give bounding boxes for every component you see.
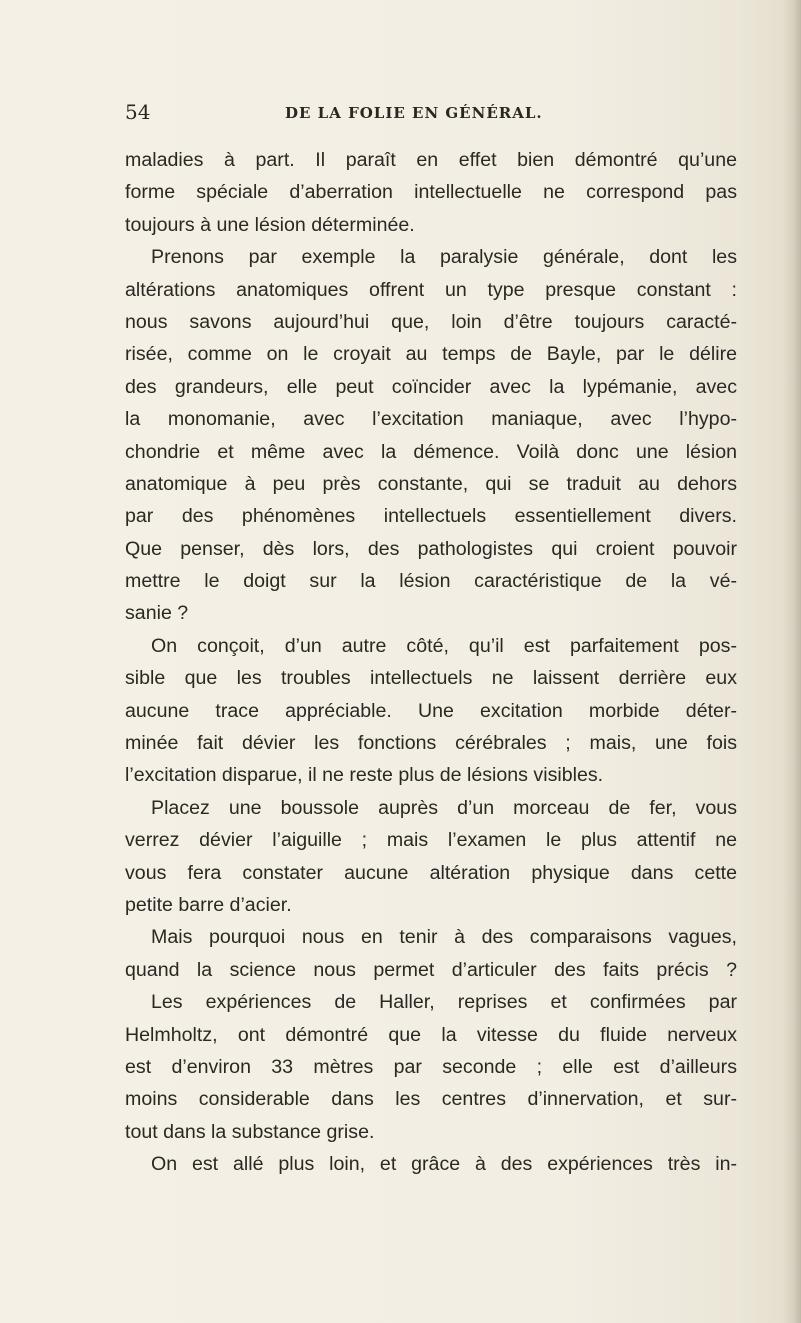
text-line: vous fera constater aucune altération physique dans cette [125, 861, 737, 884]
text-line: sanie ? [125, 602, 189, 625]
text-line: toujours à une lésion déterminée. [125, 213, 415, 236]
text-line: par des phénomènes intellectuels essentiellement divers. [125, 505, 737, 528]
text-line: aucune trace appréciable. Une excitation morbide déter- [125, 699, 737, 722]
text-line: Placez une boussole auprès d’un morceau de fer, vous [151, 796, 737, 819]
text-line: des grandeurs, elle peut coïncider avec la lypémanie, avec [125, 375, 737, 398]
running-title: DE LA FOLIE EN GÉNÉRAL. [285, 104, 543, 122]
text-line: chondrie et même avec la démence. Voilà donc une lésion [125, 440, 737, 463]
text-line: sible que les troubles intellectuels ne laissent derrière eux [125, 667, 737, 690]
running-header [125, 100, 745, 130]
text-line: risée, comme on le croyait au temps de Bayle, par le délire [125, 343, 737, 366]
text-line: nous savons aujourd’hui que, loin d’être toujours caracté- [125, 310, 737, 333]
text-line: On est allé plus loin, et grâce à des expériences très in- [151, 1153, 737, 1176]
text-line: maladies à part. Il paraît en effet bien démontré qu’une [125, 149, 737, 171]
text-line: anatomique à peu près constante, qui se traduit au dehors [125, 472, 737, 495]
text-line: petite barre d’acier. [125, 893, 292, 916]
text-line: tout dans la substance grise. [125, 1120, 375, 1143]
text-line: verrez dévier l’aiguille ; mais l’examen le plus attentif ne [125, 829, 737, 852]
text-line: altérations anatomiques offrent un type presque constant : [125, 278, 737, 301]
text-line: minée fait dévier les fonctions cérébrales ; mais, une fois [125, 732, 737, 755]
page-number: 54 [125, 100, 151, 124]
body-text [125, 144, 737, 1181]
text-line: la monomanie, avec l’excitation maniaque, avec l’hypo- [125, 408, 737, 431]
text-line: Helmholtz, ont démontré que la vitesse du fluide nerveux [125, 1023, 737, 1046]
text-line: est d’environ 33 mètres par seconde ; elle est d’ailleurs [125, 1055, 737, 1078]
text-line: On conçoit, d’un autre côté, qu’il est parfaitement pos- [151, 634, 737, 657]
page-edge-shadow [783, 0, 801, 1323]
text-line: Les expériences de Haller, reprises et confirmées par [151, 991, 737, 1014]
text-line: mettre le doigt sur la lésion caractéristique de la vé- [125, 570, 737, 593]
text-line: Prenons par exemple la paralysie générale, dont les [151, 246, 737, 269]
text-line: l’excitation disparue, il ne reste plus de lésions visibles. [125, 764, 604, 787]
text-line: forme spéciale d’aberration intellectuelle ne correspond pas [125, 181, 737, 204]
text-line: Que penser, dès lors, des pathologistes qui croient pouvoir [125, 537, 737, 560]
text-line: quand la science nous permet d’articuler des faits précis ? [125, 958, 737, 981]
text-line: Mais pourquoi nous en tenir à des comparaisons vagues, [151, 926, 737, 949]
text-line: moins considerable dans les centres d’innervation, et sur- [125, 1088, 737, 1111]
